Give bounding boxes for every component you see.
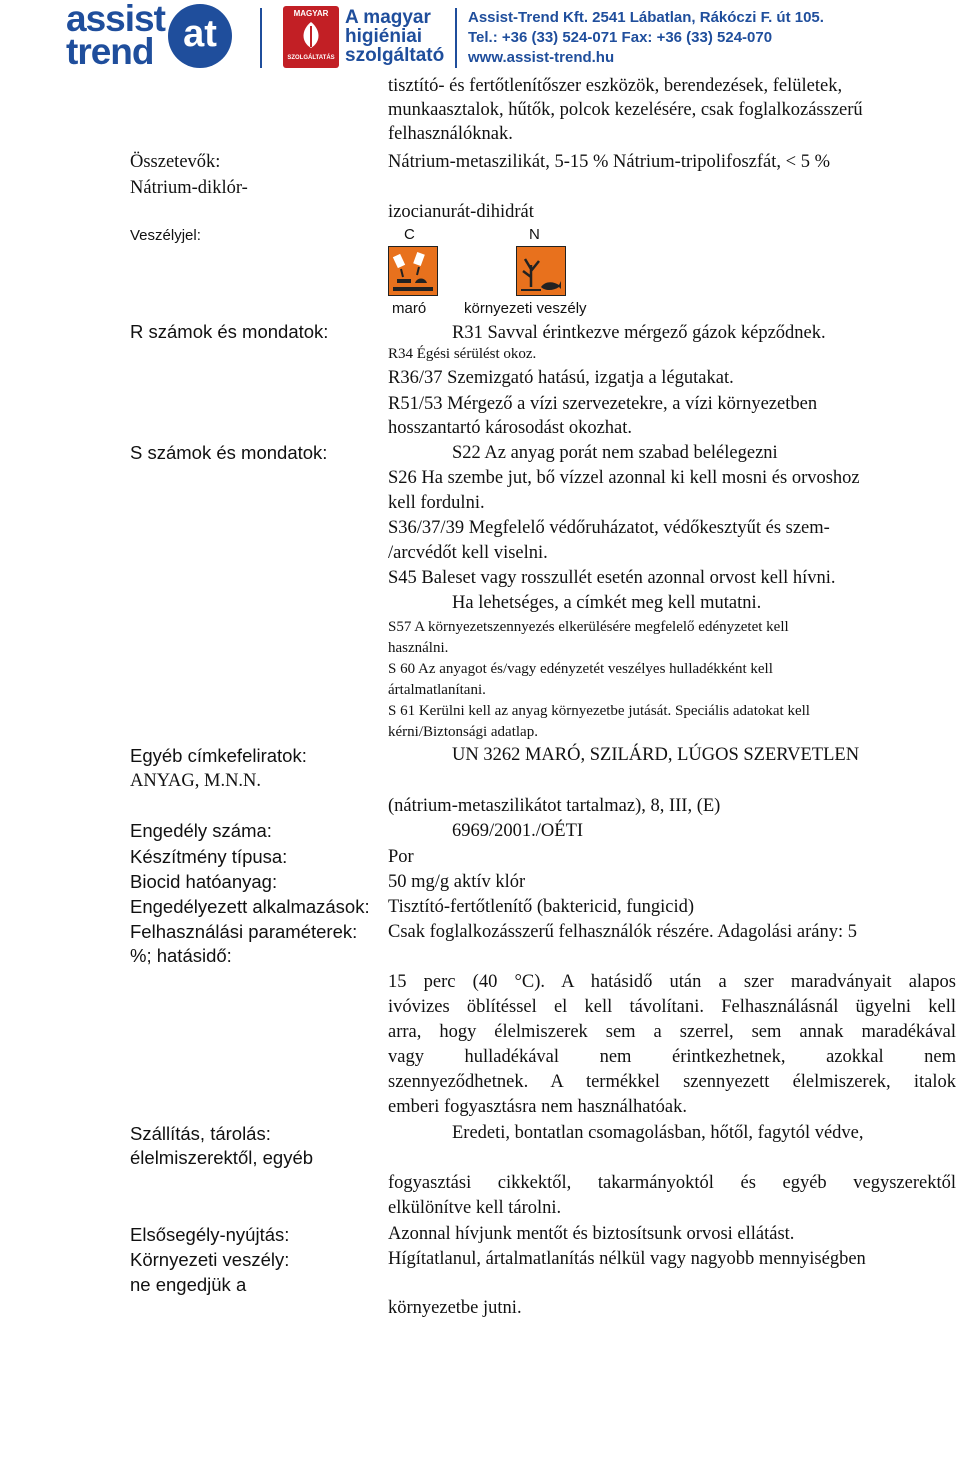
r-phrase: R51/53 Mérgező a vízi szervezetekre, a vízi környezetben <box>388 394 818 414</box>
header-divider <box>260 8 262 68</box>
r-phrase: hosszantartó károsodást okozhat. <box>388 418 633 438</box>
s-phrase: S36/37/39 Megfelelő védőruházatot, védőkesztyűt és szem- <box>388 518 830 538</box>
s-phrase: S 61 Kerülni kell az anyag környezetbe jutását. Speciális adatokat kell <box>388 703 810 719</box>
s-phrase: S22 Az anyag porát nem szabad belélegezni <box>452 443 778 463</box>
hyg-line1: A magyar <box>345 7 431 28</box>
intro-line: tisztító- és fertőtlenítőszer eszközök, berendezések, felületek, <box>388 76 843 96</box>
permit-label: Engedély száma: <box>130 820 272 841</box>
applications-label: Engedélyezett alkalmazások: <box>130 896 370 917</box>
usage-line: szennyeződhetnek. A termékkel szennyezett élelmiszerek, italok <box>388 1072 956 1092</box>
contact-website[interactable]: www.assist-trend.hu <box>468 49 615 66</box>
permit-value: 6969/2001./OÉTI <box>452 821 584 841</box>
hazard-caption-n: környezeti veszély <box>464 300 587 317</box>
ingredients-label-cont: Nátrium-diklór- <box>130 178 248 198</box>
other-labels-value: UN 3262 MARÓ, SZILÁRD, LÚGOS SZERVETLEN <box>452 745 860 765</box>
hygiene-badge-logo <box>283 6 339 68</box>
hazard-caption-c: maró <box>392 300 427 317</box>
intro-line: munkaasztalok, hűtők, polcok kezelésére, csak foglalkozásszerű <box>388 100 863 120</box>
s-phrase: Ha lehetséges, a címkét meg kell mutatni. <box>452 593 762 613</box>
biocide-label: Biocid hatóanyag: <box>130 871 278 892</box>
storage-label-cont: élelmiszerektől, egyéb <box>130 1147 314 1168</box>
header-divider <box>455 8 457 68</box>
hyg-line2: higiéniai <box>345 26 423 47</box>
ingredients-label: Összetevők: <box>130 152 221 172</box>
other-labels-value-cont: (nátrium-metaszilikátot tartalmaz), 8, III, (E) <box>388 796 721 816</box>
other-labels-label: Egyéb címkefeliratok: <box>130 745 307 766</box>
usage-line: vagy hulladékával nem érintkezhetnek, azokkal nem <box>388 1047 956 1067</box>
usage-label: Felhasználási paraméterek: <box>130 921 358 942</box>
s-phrase: S26 Ha szembe jut, bő vízzel azonnal ki kell mosni és orvoshoz <box>388 468 860 488</box>
usage-line: 15 perc (40 °C). A hatásidő után a szer maradványait alapos <box>388 972 956 992</box>
storage-value: Eredeti, bontatlan csomagolásban, hőtől, fagytól védve, <box>452 1123 864 1143</box>
logo-at-circle: at <box>168 4 232 68</box>
first-aid-value: Azonnal hívjunk mentőt és biztosítsunk orvosi ellátást. <box>388 1224 795 1244</box>
storage-line: elkülönítve kell tárolni. <box>388 1198 562 1218</box>
hazard-symbol-c: C <box>404 226 415 243</box>
product-type-value: Por <box>388 847 414 867</box>
ingredients-value: Nátrium-metaszilikát, 5-15 % Nátrium-tripolifoszfát, < 5 % <box>388 152 830 172</box>
env-value-cont: környezetbe jutni. <box>388 1298 522 1318</box>
other-labels-label-cont: ANYAG, M.N.N. <box>130 771 262 791</box>
s-phrase: S 60 Az anyagot és/vagy edényzetét veszélyes hulladékként kell <box>388 661 773 677</box>
hygiene-provider-text <box>345 8 444 65</box>
env-value: Hígítatlanul, ártalmatlanítás nélkül vagy nagyobb mennyiségben <box>388 1249 866 1269</box>
r-phrase: R36/37 Szemizgató hatású, izgatja a légutakat. <box>388 368 734 388</box>
storage-label: Szállítás, tárolás: <box>130 1123 271 1144</box>
hyg-badge-line2: SZOLGÁLTATÁS <box>287 55 335 61</box>
hyg-line3: szolgáltató <box>345 45 445 66</box>
applications-value: Tisztító-fertőtlenítő (baktericid, fungicid) <box>388 897 695 917</box>
hazard-label: Veszélyjel: <box>130 227 201 244</box>
corrosive-icon <box>388 246 438 296</box>
env-label-cont: ne engedjük a <box>130 1274 247 1295</box>
logo-line-trend: trend <box>66 31 154 72</box>
contact-block <box>468 8 824 68</box>
s-phrase: használni. <box>388 640 449 656</box>
hazard-symbol-n: N <box>529 226 540 243</box>
env-label: Környezeti veszély: <box>130 1249 290 1270</box>
leaf-icon <box>297 20 325 50</box>
usage-line: emberi fogyasztásra nem használhatóak. <box>388 1097 687 1117</box>
usage-label-cont: %; hatásidő: <box>130 945 232 966</box>
hyg-badge-line1: MAGYAR <box>293 9 329 18</box>
s-phrases-label: S számok és mondatok: <box>130 442 328 463</box>
s-phrase: /arcvédőt kell viselni. <box>388 543 548 563</box>
r-phrase: R34 Égési sérülést okoz. <box>388 346 537 362</box>
company-logo <box>66 0 165 72</box>
product-type-label: Készítmény típusa: <box>130 846 288 867</box>
logo-line-assist: assist <box>66 0 165 39</box>
r-phrase: R31 Savval érintkezve mérgező gázok képződnek. <box>452 323 826 343</box>
contact-address: Assist-Trend Kft. 2541 Lábatlan, Rákóczi F. út 105. <box>468 9 824 26</box>
usage-value: Csak foglalkozásszerű felhasználók részére. Adagolási arány: 5 <box>388 922 857 942</box>
s-phrase: kell fordulni. <box>388 493 485 513</box>
ingredients-value-cont: izocianurát-dihidrát <box>388 202 534 222</box>
s-phrase: S45 Baleset vagy rosszullét esetén azonnal orvost kell hívni. <box>388 568 836 588</box>
first-aid-label: Elsősegély-nyújtás: <box>130 1224 290 1245</box>
environment-hazard-icon <box>516 246 566 296</box>
contact-phone: Tel.: +36 (33) 524-071 Fax: +36 (33) 524-070 <box>468 29 773 46</box>
s-phrase: S57 A környezetszennyezés elkerülésére megfelelő edényzetet kell <box>388 619 789 635</box>
intro-line: felhasználóknak. <box>388 124 513 144</box>
r-phrases-label: R számok és mondatok: <box>130 321 329 342</box>
usage-line: ivóvizes öblítéssel el kell távolítani. Felhasználásnál ügyelni kell <box>388 997 956 1017</box>
s-phrase: ártalmatlanítani. <box>388 682 486 698</box>
biocide-value: 50 mg/g aktív klór <box>388 872 526 892</box>
s-phrase: kérni/Biztonsági adatlap. <box>388 724 538 740</box>
storage-line: fogyasztási cikkektől, takarmányoktól és egyéb vegyszerektől <box>388 1173 956 1193</box>
usage-line: arra, hogy élelmiszerek sem a szerrel, sem annak maradékával <box>388 1022 956 1042</box>
